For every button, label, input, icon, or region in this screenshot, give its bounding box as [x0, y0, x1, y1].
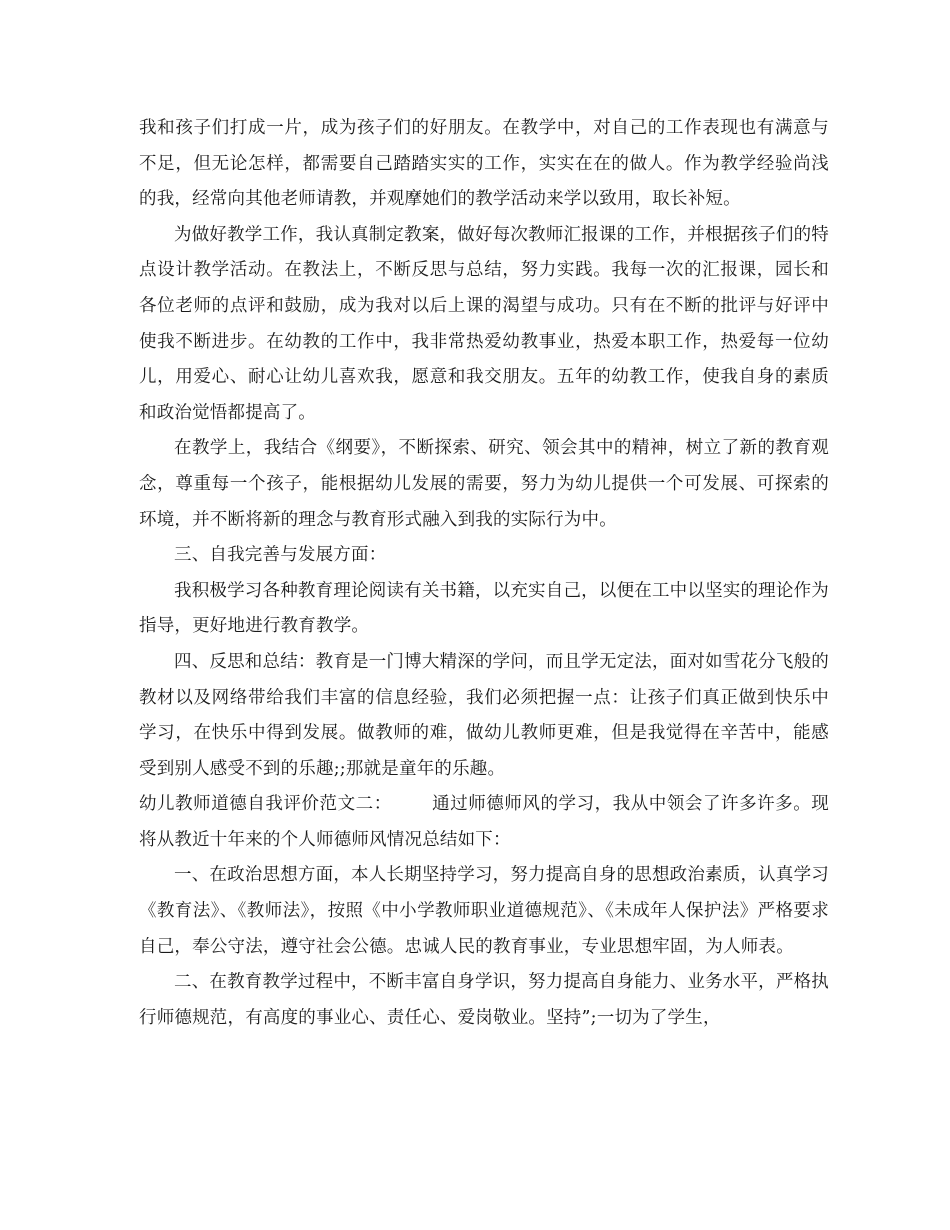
section-two-lead: 通过师德师风的学习，我从中领会了许多许多。现将从教近十年来的个人师德师风情况总结如下：: [139, 794, 829, 850]
section-two-heading: 幼儿教师道德自我评价范文二：: [139, 794, 392, 815]
section-heading-self-improvement: 三、自我完善与发展方面：: [174, 545, 387, 566]
paragraph-8: 一、在政治思想方面，本人长期坚持学习，努力提高自身的思想政治素质，认真学习《教育法》、《教师法》，按照《中小学教师职业道德规范》、《未成年人保护法》严格要求自己，奉公守法，遵守社会公德。忠诚人民的教育事业，专业思想牢固，为人师表。: [139, 865, 829, 957]
paragraph-3: 在教学上，我结合《纲要》，不断探索、研究、领会其中的精神，树立了新的教育观念，尊重每一个孩子，能根据幼儿发展的需要，努力为幼儿提供一个可发展、可探索的环境，并不断将新的理念与教育形式融入到我的实际行为中。: [139, 438, 829, 530]
paragraph-2: 为做好教学工作，我认真制定教案，做好每次教师汇报课的工作，并根据孩子们的特点设计教学活动。在教法上，不断反思与总结，努力实践。我每一次的汇报课，园长和各位老师的点评和鼓励，成为我对以后上课的渴望与成功。只有在不断的批评与好评中使我不断进步。在幼教的工作中，我非常热爱幼教事业，热爱本职工作，热爱每一位幼儿，用爱心、耐心让幼儿喜欢我，愿意和我交朋友。五年的幼教工作，使我自身的素质和政治觉悟都提高了。: [139, 224, 829, 423]
paragraph-6: 四、反思和总结：教育是一门博大精深的学问，而且学无定法，面对如雪花分飞般的教材以及网络带给我们丰富的信息经验，我们必须把握一点：让孩子们真正做到快乐中学习，在快乐中得到发展。做教师的难，做幼儿教师更难，但是我觉得在辛苦中，能感受到别人感受不到的乐趣;;那就是童年的乐趣。: [139, 651, 829, 779]
paragraph-5: 我积极学习各种教育理论阅读有关书籍，以充实自己，以便在工中以坚实的理论作为指导，更好地进行教育教学。: [139, 580, 829, 637]
document-body: [139, 111, 829, 1036]
section-two-intro: [139, 787, 829, 858]
paragraph-9: 二、在教育教学过程中，不断丰富自身学识，努力提高自身能力、业务水平，严格执行师德规范，有高度的事业心、责任心、爱岗敬业。坚持”;一切为了学生，: [139, 972, 829, 1028]
paragraph-1: 我和孩子们打成一片，成为孩子们的好朋友。在教学中，对自己的工作表现也有满意与不足，但无论怎样，都需要自己踏踏实实的工作，实实在在的做人。作为教学经验尚浅的我，经常向其他老师请教，并观摩她们的教学活动来学以致用，取长补短。: [139, 118, 829, 210]
